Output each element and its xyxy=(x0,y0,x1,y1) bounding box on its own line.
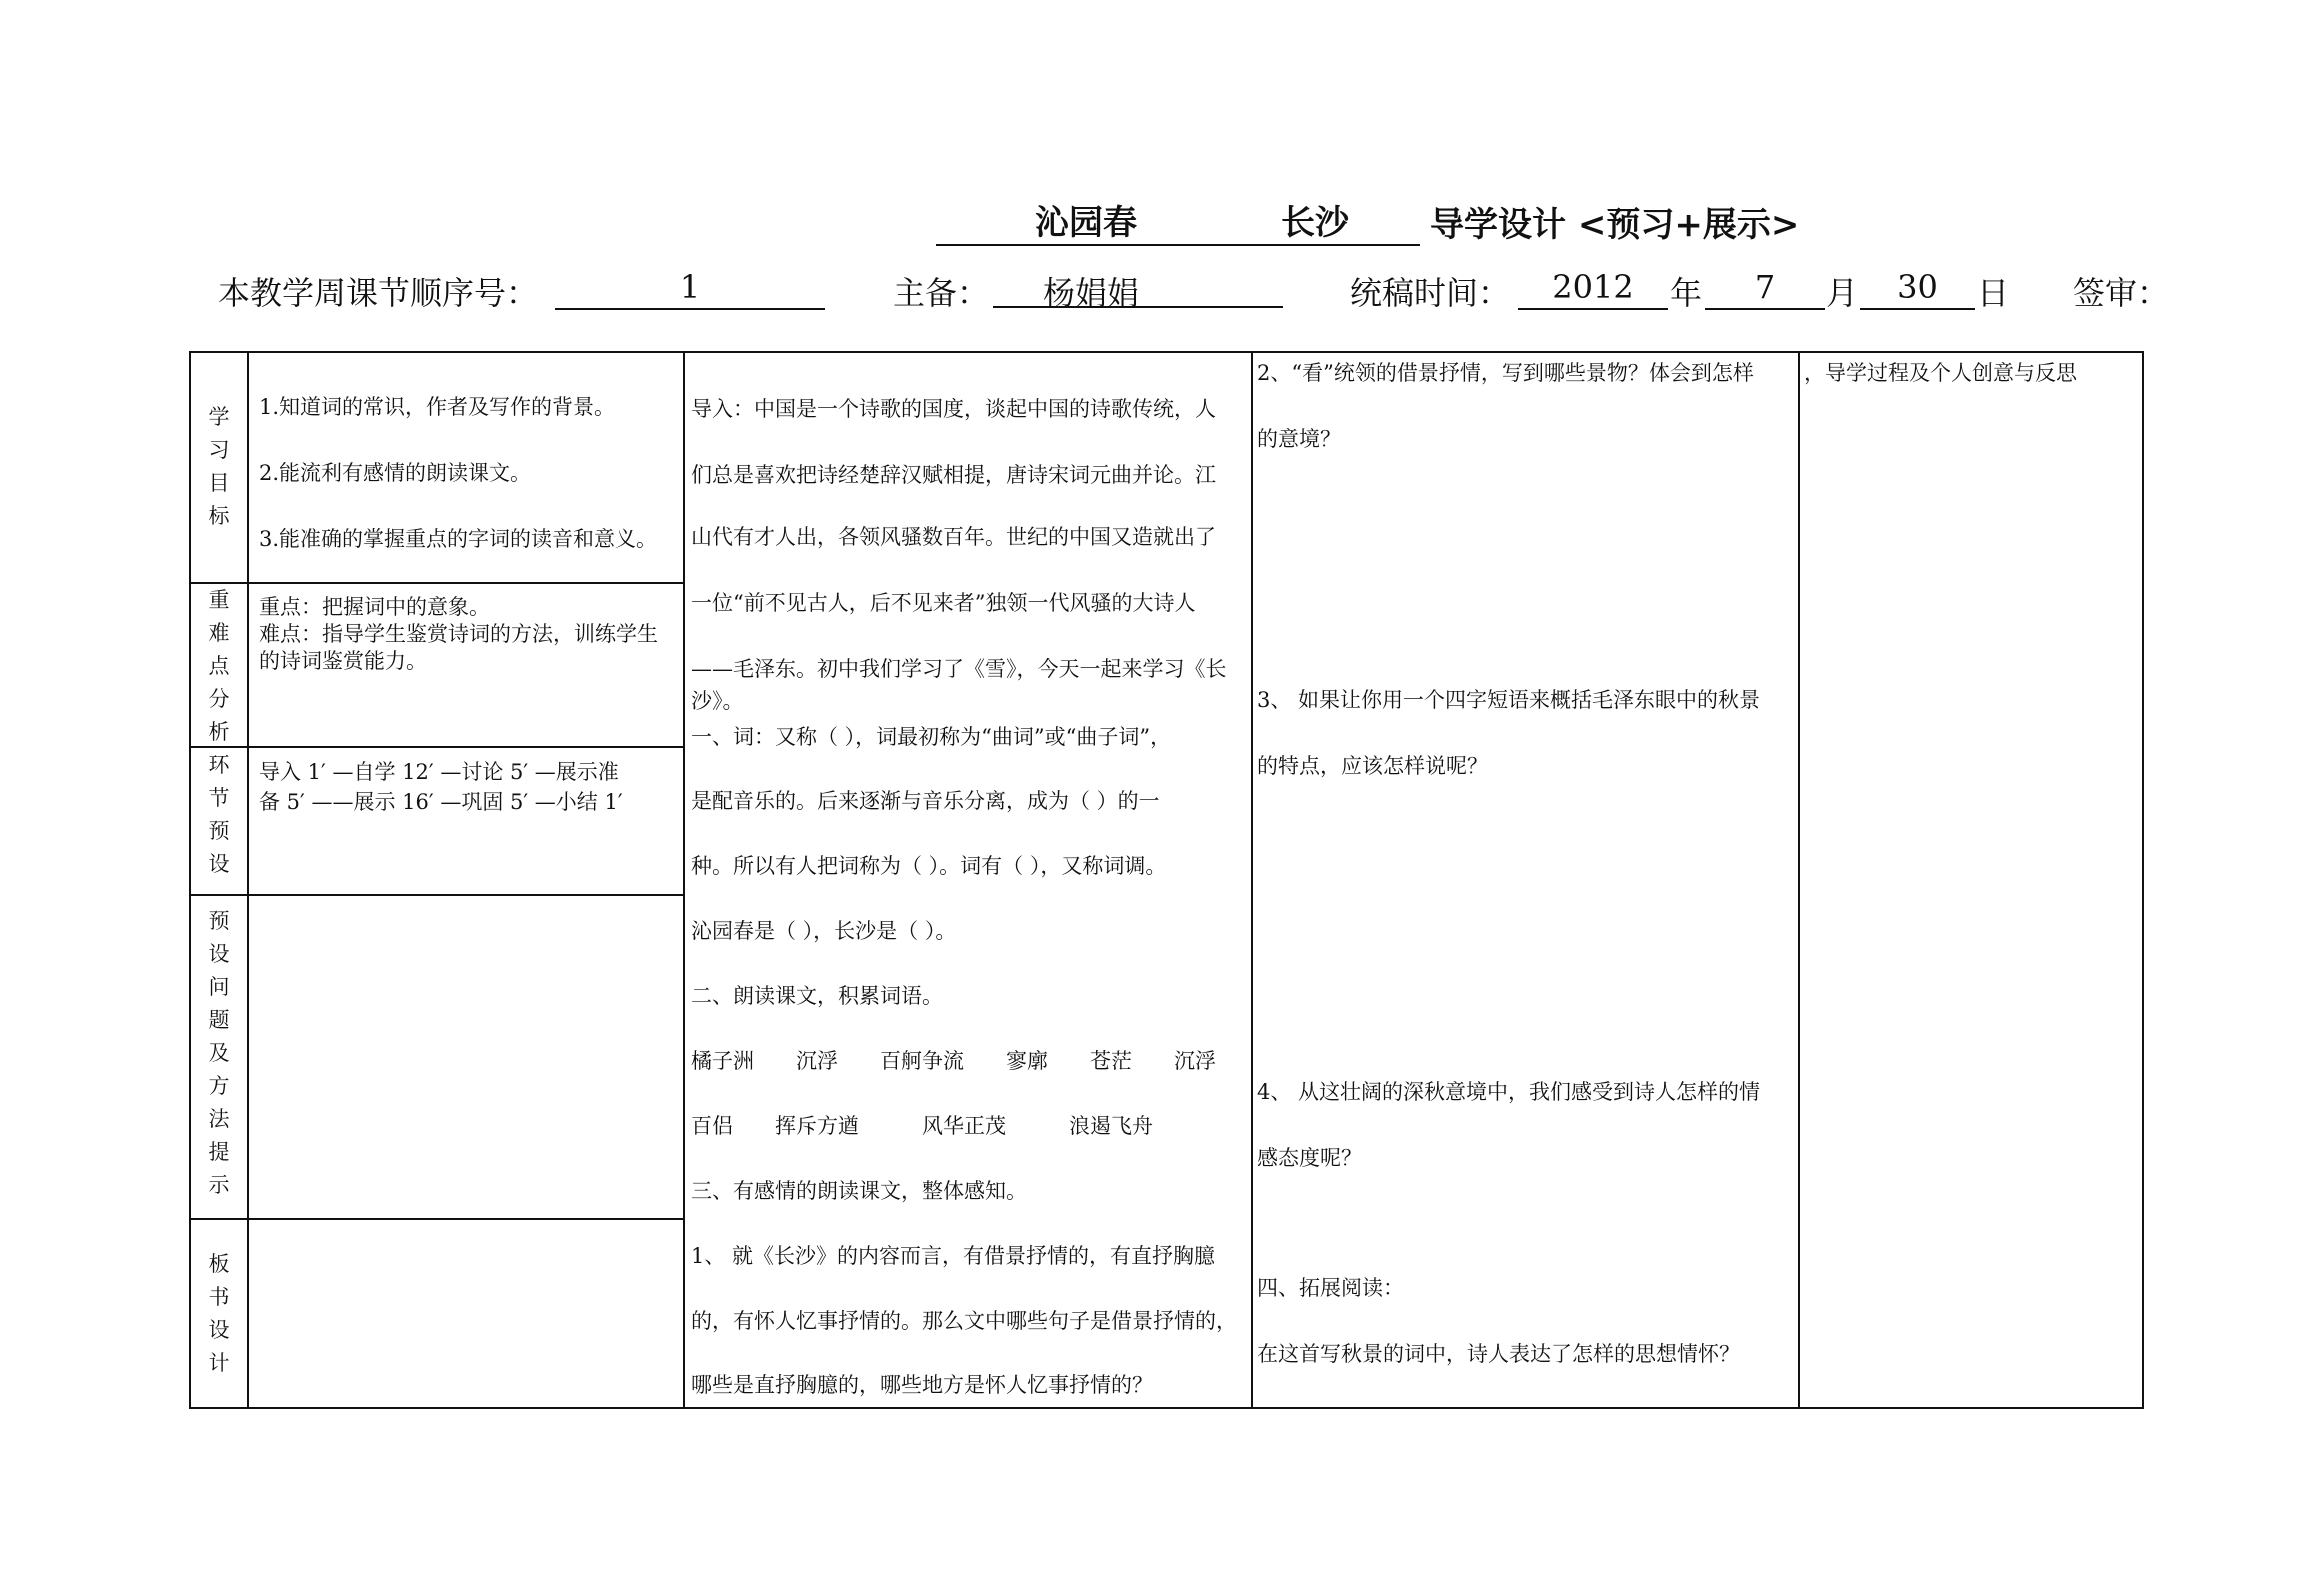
intro-line: 沙》。 xyxy=(691,689,744,713)
intro-line: 哪些是直抒胸臆的，哪些地方是怀人忆事抒情的？ xyxy=(691,1373,1153,1397)
col-divider-1 xyxy=(247,353,249,1409)
intro-line: ——毛泽东。初中我们学习了《雪》，今天一起来学习《长 xyxy=(691,657,1227,681)
date-day-unit: 日 xyxy=(1977,274,2010,312)
row-divider-3 xyxy=(191,894,685,896)
date-month-unit: 月 xyxy=(1826,274,1859,312)
question-line: 4、 从这壮阔的深秋意境中，我们感受到诗人怎样的情 xyxy=(1257,1080,1761,1104)
intro-line: 导入：中国是一个诗歌的国度，谈起中国的诗歌传统，人 xyxy=(691,397,1216,421)
label-key: 重 难 点 分 析 xyxy=(208,588,230,744)
intro-line: 二、朗读课文，积累词语。 xyxy=(691,984,943,1008)
question-line: 的特点，应该怎样说呢？ xyxy=(1257,754,1488,778)
title-sub: 长沙 xyxy=(1270,195,1360,246)
reflection-cell: ，导学过程及个人创意与反思 xyxy=(1804,361,2077,385)
question-line: 在这首写秋景的词中，诗人表达了怎样的思想情怀？ xyxy=(1257,1342,1740,1366)
label-questions: 预 设 问 题 及 方 法 提 示 xyxy=(208,909,230,1197)
seq-value: 1 xyxy=(555,268,825,310)
date-day: 30 xyxy=(1860,268,1975,310)
question-line: 四、拓展阅读： xyxy=(1257,1276,1404,1300)
col-divider-2 xyxy=(683,353,685,1409)
row-divider-2 xyxy=(191,746,685,748)
intro-line: 百侣 挥斥方遒 风华正茂 浪遏飞舟 xyxy=(691,1114,1153,1138)
intro-line: 种。所以有人把词称为（ ）。词有（ ），又称词调。 xyxy=(691,854,1167,878)
intro-line: 一、词：又称（ ），词最初称为“曲词”或“曲子词”， xyxy=(691,725,1172,749)
intro-line: 橘子洲 沉浮 百舸争流 寥廓 苍茫 沉浮 xyxy=(691,1049,1216,1073)
intro-line: 山代有才人出，各领风骚数百年。世纪的中国又造就出了 xyxy=(691,525,1216,549)
intro-line: 是配音乐的。后来逐渐与音乐分离，成为（ ）的一 xyxy=(691,789,1160,813)
goal-item: 1.知道词的常识，作者及写作的背景。 xyxy=(259,395,616,419)
date-label: 统稿时间： xyxy=(1350,274,1511,312)
key-line: 的诗词鉴赏能力。 xyxy=(259,649,427,673)
title-gap-2 xyxy=(1360,244,1420,246)
col-divider-4 xyxy=(1798,353,1800,1409)
key-line: 难点：指导学生鉴赏诗词的方法，训练学生 xyxy=(259,622,658,646)
goal-item: 2.能流利有感情的朗读课文。 xyxy=(259,461,532,485)
label-steps: 环 节 预 设 xyxy=(208,753,230,876)
title-suffix: 导学设计 <预习+展示> xyxy=(1430,205,1800,245)
page-title xyxy=(936,196,1799,246)
title-gap xyxy=(1236,244,1270,246)
steps-line: 导入 1′ —自学 12′ —讨论 5′ —展示准 xyxy=(259,760,619,784)
goal-item: 3.能准确的掌握重点的字词的读音和意义。 xyxy=(259,527,658,551)
steps-line: 备 5′ ——展示 16′ —巩固 5′ —小结 1′ xyxy=(259,790,623,814)
date-month: 7 xyxy=(1705,268,1825,310)
label-goals: 学 习 目 标 xyxy=(208,405,230,528)
title-lesson: 沁园春 xyxy=(936,195,1236,246)
col-divider-3 xyxy=(1251,353,1253,1409)
question-line: 的意境？ xyxy=(1257,427,1341,451)
question-line: 感态度呢？ xyxy=(1257,1146,1362,1170)
intro-line: 1、 就《长沙》的内容而言，有借景抒情的，有直抒胸臆 xyxy=(691,1244,1216,1268)
date-year: 2012 xyxy=(1518,268,1668,310)
intro-line: 沁园春是（ ），长沙是（ ）。 xyxy=(691,919,957,943)
row-divider-1 xyxy=(191,582,685,584)
author-label: 主备： xyxy=(893,274,990,312)
author-value: 杨娟娟 xyxy=(993,268,1283,308)
question-line: 3、 如果让你用一个四字短语来概括毛泽东眼中的秋景 xyxy=(1257,688,1761,712)
intro-line: 们总是喜欢把诗经楚辞汉赋相提，唐诗宋词元曲并论。江 xyxy=(691,463,1216,487)
intro-line: 三、有感情的朗读课文，整体感知。 xyxy=(691,1179,1027,1203)
intro-line: 一位“前不见古人，后不见来者”独领一代风骚的大诗人 xyxy=(691,591,1196,615)
label-board: 板 书 设 计 xyxy=(208,1252,230,1375)
key-line: 重点：把握词中的意象。 xyxy=(259,595,490,619)
intro-line: 的，有怀人忆事抒情的。那么文中哪些句子是借景抒情的， xyxy=(691,1309,1237,1333)
seq-label: 本教学周课节顺序号： xyxy=(218,274,539,312)
header-info xyxy=(0,264,2304,314)
lesson-plan-table xyxy=(189,351,2144,1409)
date-year-unit: 年 xyxy=(1670,274,1703,312)
row-divider-4 xyxy=(191,1218,685,1220)
question-line: 2、“看”统领的借景抒情，写到哪些景物？体会到怎样 xyxy=(1257,361,1754,385)
review-label: 签审： xyxy=(2073,274,2170,312)
